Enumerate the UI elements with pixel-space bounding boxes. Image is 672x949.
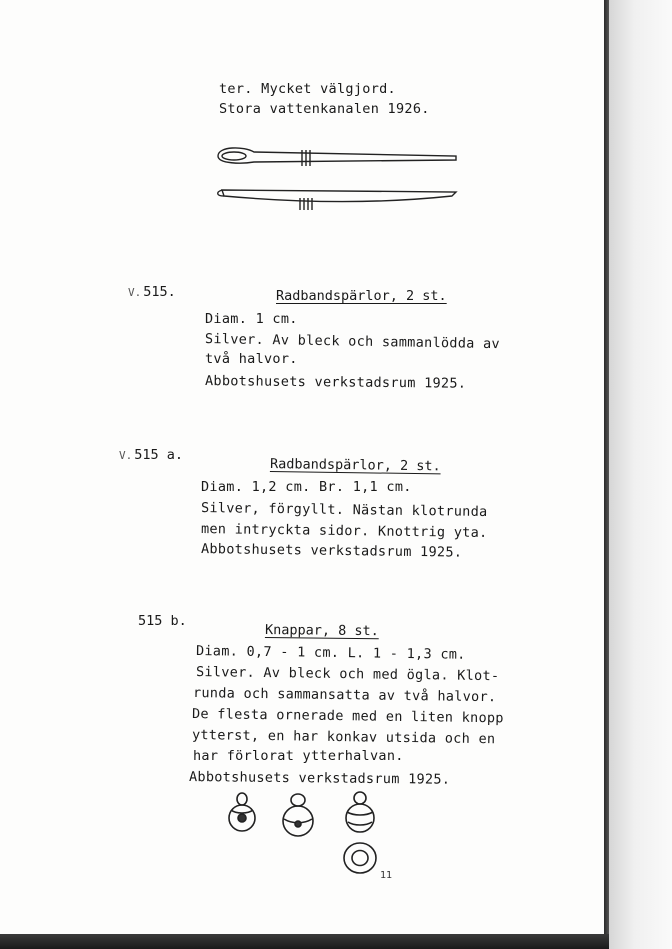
entry-line: runda och sammansatta av två halvor. <box>192 685 497 706</box>
page-edge-bottom <box>0 934 609 949</box>
page-number: 11 <box>380 870 393 881</box>
entry-line: har förlorat ytterhalvan. <box>193 748 404 764</box>
entry-line: Silver. Av bleck och sammanlödda av <box>204 331 501 353</box>
entry-line: Diam. 0,7 - 1 cm. L. 1 - 1,3 cm. <box>195 643 466 663</box>
entry-title: Radbandspärlor, 2 st. <box>276 288 447 304</box>
entry-line: De flesta ornerade med en liten knopp <box>191 706 504 727</box>
entry-line: Abbotshusets verkstadsrum 1925. <box>204 373 467 392</box>
entry-line: Abbotshusets verkstadsrum 1925. <box>188 769 451 788</box>
catalog-number <box>136 613 187 629</box>
entry-title: Radbandspärlor, 2 st. <box>269 456 441 475</box>
entry-line: två halvor. <box>205 351 298 367</box>
entry-line: Silver, förgyllt. Nästan klotrunda <box>200 500 488 521</box>
entry-title: Knappar, 8 st. <box>264 622 379 640</box>
entry-line: Abbotshusets verkstadsrum 1925. <box>200 541 463 561</box>
entry-line: men intryckta sidor. Knottrig yta. <box>200 521 488 542</box>
intro-line: Stora vattenkanalen 1926. <box>219 101 430 117</box>
buttons-drawing <box>222 788 388 884</box>
catalog-number <box>119 447 183 463</box>
margin-mark: V. <box>119 449 133 462</box>
catalog-number <box>128 284 176 300</box>
catalog-number-text: 515 a. <box>134 447 184 463</box>
intro-line: ter. Mycket välgjord. <box>219 81 396 97</box>
catalog-number-text: 515. <box>143 284 176 300</box>
pin-drawing <box>214 140 464 215</box>
margin-mark: V. <box>128 286 142 299</box>
entry-line: Diam. 1,2 cm. Br. 1,1 cm. <box>201 479 412 495</box>
entry-line: ytterst, en har konkav utsida och en <box>191 727 496 748</box>
scan-background <box>609 0 672 949</box>
catalog-number-text: 515 b. <box>138 613 187 629</box>
entry-line: Silver. Av bleck och med ögla. Klot- <box>195 664 500 685</box>
entry-line: Diam. 1 cm. <box>205 311 298 327</box>
